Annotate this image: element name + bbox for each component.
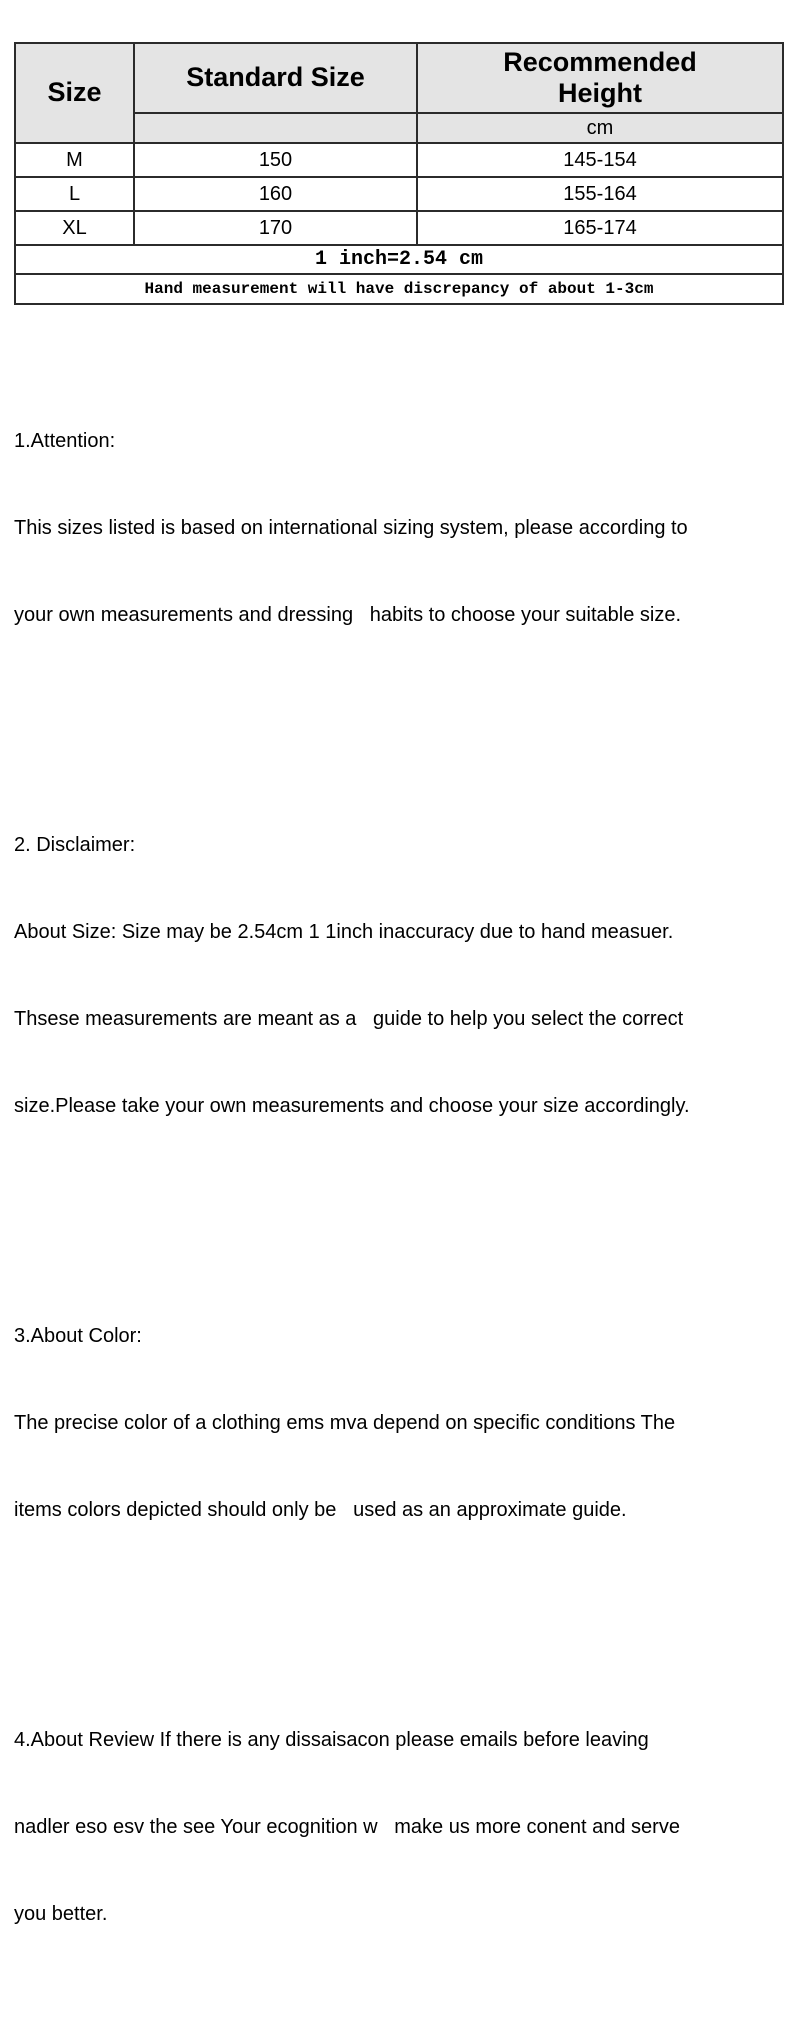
- size-value: XL: [15, 211, 134, 245]
- note-line: your own measurements and dressing habits to choose your suitable size.: [14, 604, 682, 626]
- unit-cell-cm: cm: [417, 113, 783, 143]
- standard-size-value: 150: [134, 143, 417, 177]
- table-row: [15, 211, 783, 245]
- note-section-attention: [14, 369, 792, 688]
- header-recommended-height-label: Recommended Height: [503, 46, 697, 108]
- note-section-about-review: [14, 1668, 792, 1987]
- note-line: 1.Attention:: [14, 430, 116, 452]
- standard-size-value: 160: [134, 177, 417, 211]
- note-line: items colors depicted should only be used as an approximate guide.: [14, 1499, 627, 1521]
- header-size-label: Size: [47, 77, 102, 108]
- notes-text-block: [14, 311, 792, 2043]
- note-line: 4.About Review If there is any dissaisacon please emails before leaving: [14, 1729, 649, 1751]
- note-line: 3.About Color:: [14, 1325, 142, 1347]
- unit-cell-empty: [134, 113, 417, 143]
- hand-measurement-note: Hand measurement will have discrepancy of about 1-3cm: [15, 274, 783, 304]
- inch-conversion-note: 1 inch=2.54 cm: [15, 245, 783, 274]
- table-row: [15, 177, 783, 211]
- header-cell-recommended-height: [417, 43, 783, 113]
- table-inch-note-row: [15, 245, 783, 274]
- size-value: M: [15, 143, 134, 177]
- note-section-about-color: [14, 1264, 792, 1583]
- recommended-height-value: 165-174: [417, 211, 783, 245]
- standard-size-value: 170: [134, 211, 417, 245]
- note-line: About Size: Size may be 2.54cm 1 1inch inaccuracy due to hand measuer.: [14, 921, 674, 943]
- note-line: The precise color of a clothing ems mva depend on specific conditions The: [14, 1412, 676, 1434]
- header-cell-size: [15, 43, 134, 143]
- note-section-disclaimer: [14, 773, 792, 1179]
- size-value: L: [15, 177, 134, 211]
- recommended-height-value: 145-154: [417, 143, 783, 177]
- header-standard-size-label: Standard Size: [186, 62, 365, 93]
- note-line: size.Please take your own measurements and choose your size accordingly.: [14, 1095, 690, 1117]
- note-line: 2. Disclaimer:: [14, 834, 136, 856]
- note-line: Thsese measurements are meant as a guide to help you select the correct: [14, 1008, 684, 1030]
- table-hand-note-row: [15, 274, 783, 304]
- size-chart-table: [14, 42, 784, 305]
- table-header-row: [15, 43, 783, 113]
- recommended-height-value: 155-164: [417, 177, 783, 211]
- table-row: [15, 143, 783, 177]
- header-cell-standard-size: [134, 43, 417, 113]
- note-line: you better.: [14, 1903, 108, 1925]
- note-line: This sizes listed is based on international sizing system, please according to: [14, 517, 688, 539]
- note-line: nadler eso esv the see Your ecognition w make us more conent and serve: [14, 1816, 680, 1838]
